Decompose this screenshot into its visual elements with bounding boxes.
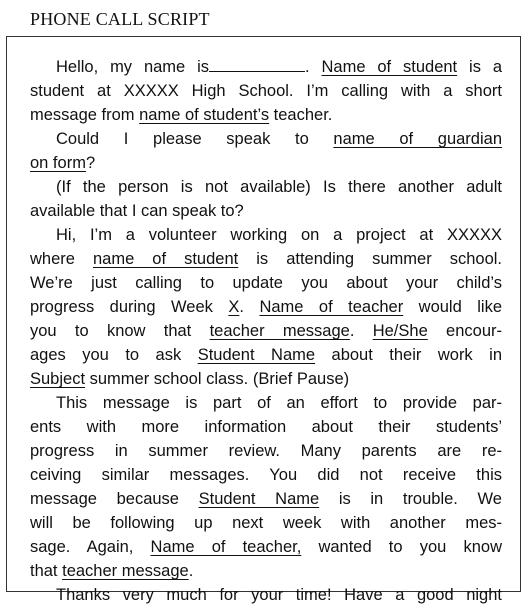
script-line: student at XXXXX High School. I’m calling with a short [30,82,502,100]
script-line: ages you to ask Student Name about their work in [30,346,502,364]
script-line: sage. Again, Name of teacher, wanted to you know [30,538,502,556]
script-line: Thanks very much for your time! Have a good night [56,586,502,604]
script-line: available that I can speak to? [30,202,244,220]
script-line: This message is part of an effort to provide par- [56,394,502,412]
script-line: ceiving similar messages. You did not receive this [30,466,502,484]
script-line: message because Student Name is in trouble. We [30,490,502,508]
script-line: progress during Week X. Name of teacher would like [30,298,502,316]
script-line: We’re just calling to update you about your child’s [30,274,502,292]
document-heading: PHONE CALL SCRIPT [30,9,210,29]
name-blank-field [209,57,305,72]
script-line: Subject summer school class. (Brief Pause) [30,370,350,388]
script-line: progress in summer review. Many parents are re- [30,442,502,460]
script-line: Hi, I’m a volunteer working on a project at XXXXX [56,226,502,244]
script-line: Hello, my name is . Name of student is a [56,58,503,76]
script-line: that teacher message. [30,562,194,580]
script-line: you to know that teacher message. He/She encour- [30,322,502,340]
script-line: will be following up next week with another mes- [30,514,502,532]
script-line: (If the person is not available) Is there another adult [56,178,502,196]
script-line: ents with more information about their students’ [30,418,502,436]
script-line: where name of student is attending summer school. [30,250,503,268]
script-line: Could I please speak to name of guardian [56,130,502,148]
script-line: message from name of student’s teacher. [30,106,333,124]
script-line: on form? [30,154,96,172]
